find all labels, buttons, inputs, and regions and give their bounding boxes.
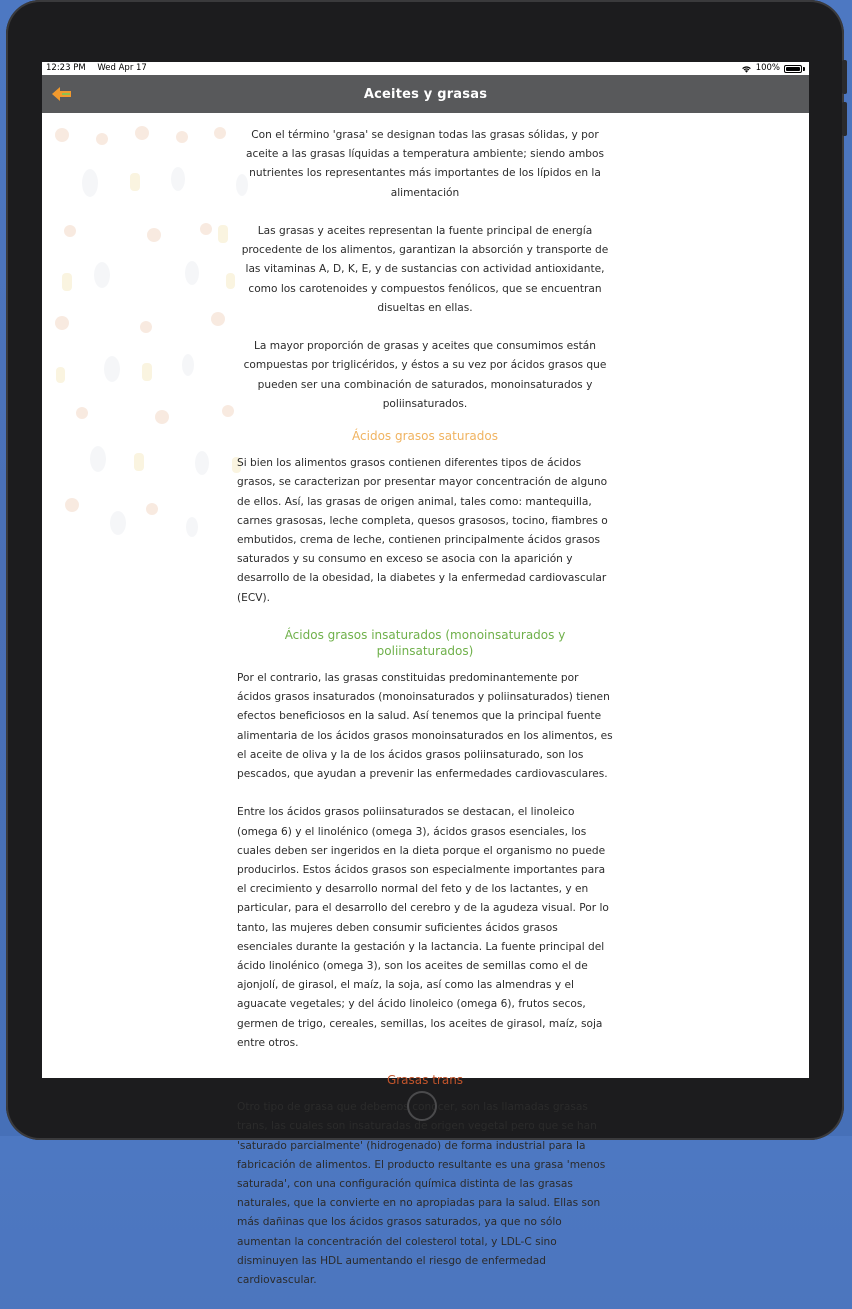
trans-heading: Grasas trans: [386, 1073, 464, 1088]
intro-paragraph-1: Con el término 'grasa' se designan todas las grasas sólidas, y por aceite a las grasas líquidas a temperatura ambiente; siendo ambos nutrientes los representantes más importantes de los lípidos en la alimentación: [246, 129, 604, 199]
intro-paragraph-3: La mayor proporción de grasas y aceites que consumimos están compuestas por triglicéridos, y éstos a su vez por ácidos grasos que pueden ser una combinación de saturados, monoinsaturados y poliinsaturados.: [243, 340, 607, 410]
battery-nub: [803, 67, 805, 71]
food-pattern-background: [42, 113, 262, 543]
battery-icon: [784, 65, 802, 73]
article-scroll-view[interactable]: [42, 113, 809, 1287]
page-title: Aceites y grasas: [363, 86, 488, 102]
unsaturated-paragraph-2: Entre los ácidos grasos poliinsaturados se destacan, el linoleico (omega 6) y el linolénico (omega 3), ácidos grasos esenciales, los cuales deben ser ingeridos en la dieta porque el organismo no puede producirlos. Estos ácidos grasos son especialmente importantes para el crecimiento y desarrollo normal del feto y de los lactantes, y en particular, para el desarrollo del cerebro y de la agudeza visual. Por lo tanto, las mujeres deben consumir suficientes ácidos grasos esenciales durante la gestación y la lactancia. La fuente principal del ácido linolénico (omega 3), son los aceites de semillas como el de ajonjolí, de girasol, el maíz, la soja, así como las almendras y el aguacate vegetales; y del ácido linoleico (omega 6), frutos secos, germen de trigo, cereales, semillas, los aceites de girasol, maíz, soja entre otros.: [237, 806, 609, 1049]
navigation-bar: [42, 75, 809, 113]
back-arrow-icon[interactable]: [48, 84, 74, 104]
unsaturated-heading: Ácidos grasos insaturados (monoinsaturados y poliinsaturados): [284, 628, 566, 659]
article: [237, 126, 613, 1309]
status-bar: [42, 62, 809, 75]
trans-paragraph: Otro tipo de grasa que debemos conocer, son las llamadas grasas trans, las cuales son insaturadas de origen vegetal pero que se han 'saturado parcialmente' (hidrogenado) de forma industrial para la fabricación de alimentos. El producto resultante es una grasa 'menos saturada', con una configuración química distinta de las grasas naturales, que la convierte en no apropiadas para la salud. Ellas son más dañinas que los ácidos grasos saturados, ya que no sólo aumentan la concentración del colesterol total, y LDL-C sino disminuyen las HDL aumentando el riesgo de enfermedad cardiovascular.: [237, 1101, 606, 1287]
status-date: Wed Apr 17: [97, 63, 147, 73]
screen: [42, 62, 809, 1287]
saturated-heading: Ácidos grasos saturados: [352, 429, 498, 444]
volume-up-button: [842, 60, 847, 94]
volume-down-button: [842, 102, 847, 136]
battery-percent: 100%: [755, 63, 780, 73]
saturated-paragraph: Si bien los alimentos grasos contienen diferentes tipos de ácidos grasos, se caracterizan por presentar mayor concentración de alguno de ellos. Así, las grasas de origen animal, tales como: mantequilla, carnes grasosas, leche completa, quesos grasosos, tocino, fiambres o embutidos, crema de leche, contienen principalmente ácidos grasos saturados y su consumo en exceso se asocia con la aparición y desarrollo de la obesidad, la diabetes y la enfermedad cardiovascular (ECV).: [237, 457, 608, 604]
unsaturated-paragraph-1: Por el contrario, las grasas constituidas predominantemente por ácidos grasos insaturados (monoinsaturados y poliinsaturados) tienen efectos beneficiosos en la salud. Así tenemos que la principal fuente alimentaria de los ácidos grasos monoinsaturados en los alimentos, es el aceite de oliva y la de los ácidos grasos poliinsaturado, son los pescados, que ayudan a prevenir las enfermedades cardiovasculares.: [237, 672, 613, 781]
status-time: 12:23 PM: [46, 63, 86, 73]
home-button[interactable]: [407, 1091, 437, 1121]
intro-paragraph-2: Las grasas y aceites representan la fuente principal de energía procedente de los alimentos, garantizan la absorción y transporte de las vitaminas A, D, K, E, y de sustancias con actividad antioxidante, como los carotenoides y compuestos fenólicos, que se encuentran disueltas en ellas.: [241, 225, 609, 314]
wifi-icon: [741, 65, 752, 73]
